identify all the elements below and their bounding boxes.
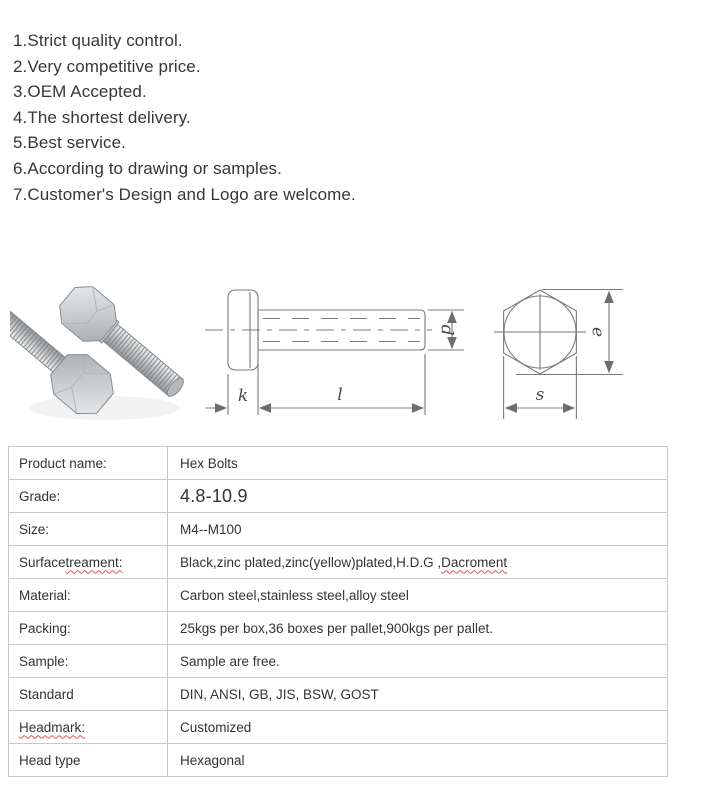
- row-label: Standard: [9, 678, 168, 710]
- dim-label-l: l: [337, 385, 343, 405]
- table-row: [9, 546, 667, 579]
- row-label: Packing:: [9, 612, 168, 644]
- row-label: [9, 711, 168, 743]
- row-label: Head type: [9, 744, 168, 776]
- table-row: [9, 744, 667, 777]
- table-row: [9, 612, 667, 645]
- row-value: Carbon steel,stainless steel,alloy steel: [180, 587, 409, 603]
- row-value: DIN, ANSI, GB, JIS, BSW, GOST: [180, 686, 379, 702]
- row-value: Sample are free.: [180, 653, 280, 669]
- feature-item: 2.Very competitive price.: [13, 56, 201, 76]
- row-value: Hex Bolts: [180, 455, 238, 471]
- feature-item: 6.According to drawing or samples.: [13, 158, 282, 178]
- dim-label-e: e: [587, 326, 608, 338]
- feature-item: 4.The shortest delivery.: [13, 107, 191, 127]
- table-row: [9, 513, 667, 546]
- hex-bolts-photo: [10, 268, 195, 433]
- dim-label-d: d: [436, 324, 457, 336]
- row-label: Surface treament:: [9, 546, 168, 578]
- table-row: [9, 579, 667, 612]
- row-value: Customized: [180, 719, 252, 735]
- misspelled-word: treament:: [65, 554, 123, 570]
- row-label: Product name:: [9, 447, 168, 479]
- table-row: [9, 678, 667, 711]
- misspelled-word: Headmark:: [19, 719, 86, 735]
- table-row: [9, 447, 667, 480]
- row-label: Grade:: [9, 480, 168, 512]
- table-row: [9, 645, 667, 678]
- row-label: Sample:: [9, 645, 168, 677]
- feature-item: 7.Customer's Design and Logo are welcome.: [13, 184, 356, 204]
- misspelled-word: Dacroment: [441, 554, 508, 570]
- row-label: Material:: [9, 579, 168, 611]
- bolt-top-view-drawing: [476, 256, 656, 428]
- row-label: Size:: [9, 513, 168, 545]
- spec-table: [8, 446, 668, 777]
- features-list: [13, 28, 356, 207]
- row-value: 25kgs per box,36 boxes per pallet,900kgs per pallet.: [180, 620, 493, 636]
- dim-label-s: s: [535, 385, 545, 405]
- row-value: 4.8-10.9: [180, 485, 248, 506]
- bolt-side-view-drawing: [200, 262, 475, 427]
- row-value: Hexagonal: [180, 752, 245, 768]
- feature-item: 5.Best service.: [13, 133, 126, 153]
- table-row: [9, 480, 667, 513]
- feature-item: 1.Strict quality control.: [13, 31, 183, 50]
- table-row: [9, 711, 667, 744]
- feature-item: 3.OEM Accepted.: [13, 82, 147, 102]
- row-value: M4--M100: [180, 521, 242, 537]
- dim-label-k: k: [237, 386, 249, 406]
- row-value: Black,zinc plated,zinc(yellow)plated,H.D.G , Dacroment: [180, 554, 508, 570]
